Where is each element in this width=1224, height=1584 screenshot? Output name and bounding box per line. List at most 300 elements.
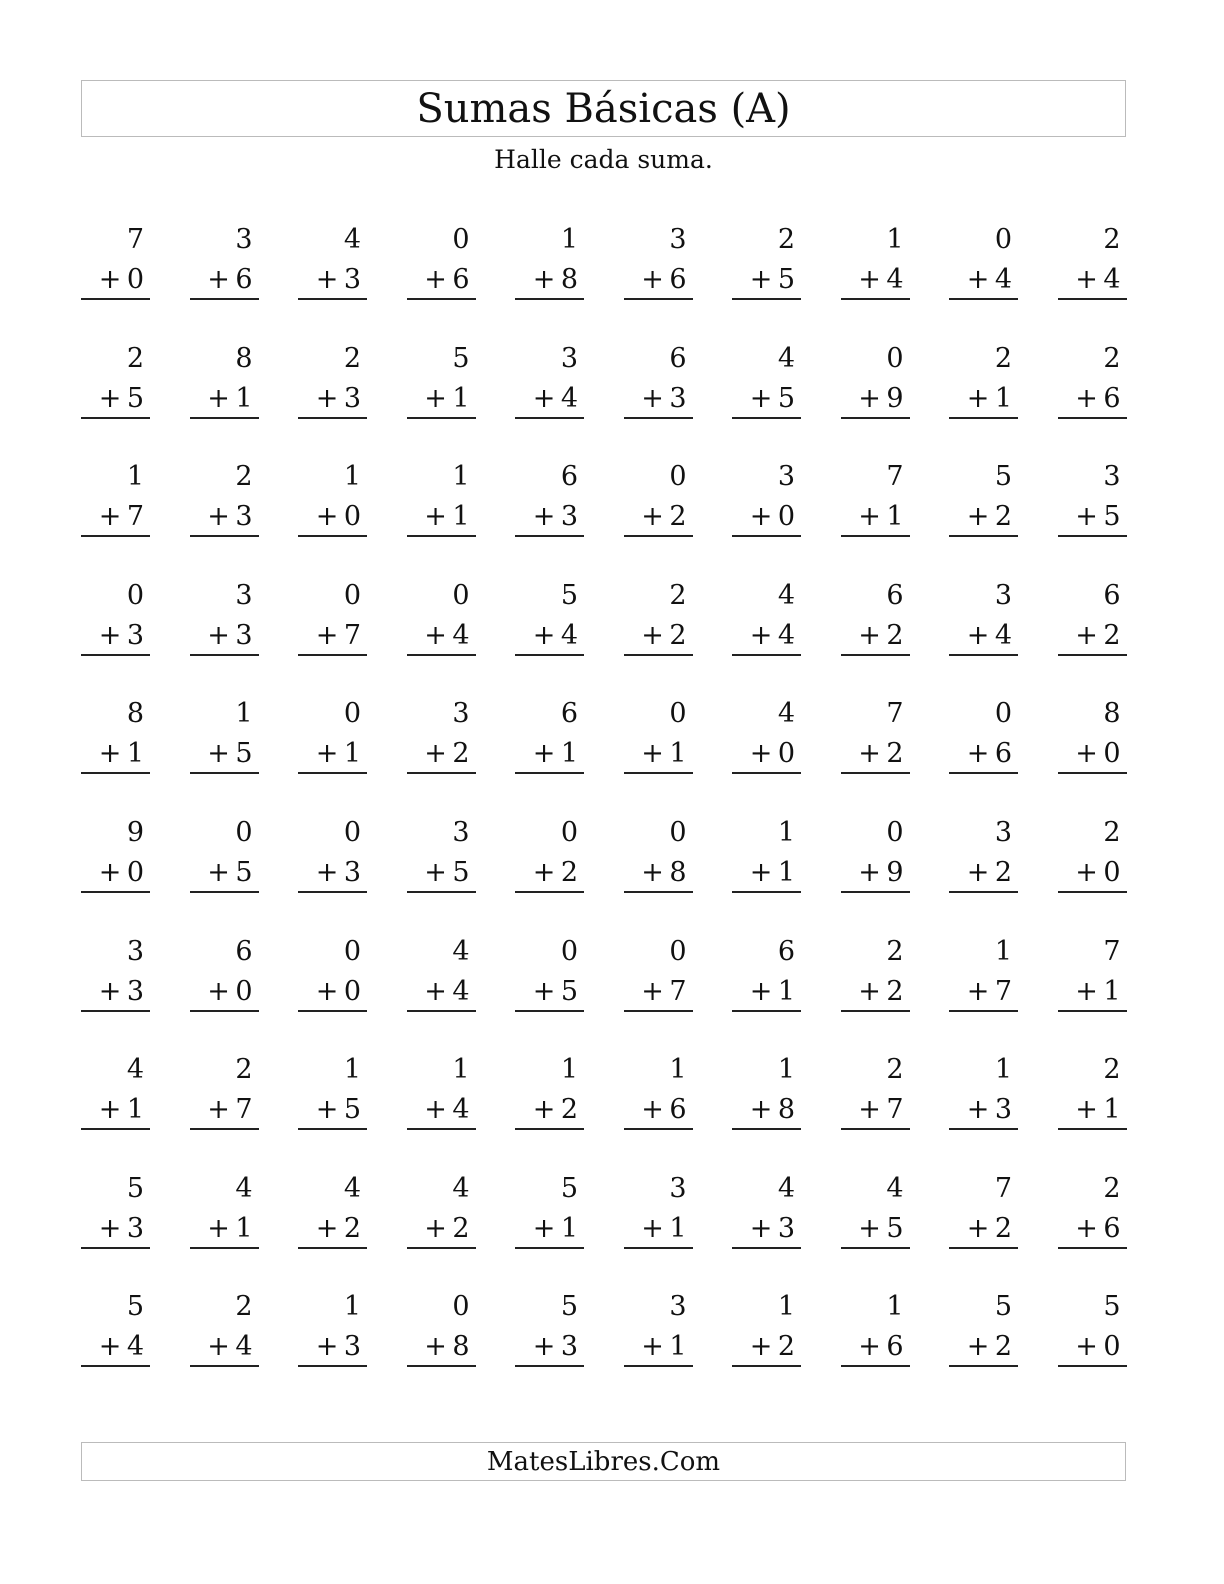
- addend-bottom-value: 1: [777, 857, 795, 888]
- addend-bottom: [298, 1209, 367, 1249]
- addition-problem: [732, 696, 801, 776]
- addend-top: 6: [560, 698, 578, 730]
- addend-bottom: [949, 379, 1018, 419]
- addition-problem: [841, 578, 910, 658]
- addend-bottom-value: 6: [1103, 1212, 1121, 1244]
- addend-bottom-value: 1: [994, 382, 1012, 414]
- addend-bottom-value: 0: [777, 738, 795, 770]
- addend-bottom-value: 8: [452, 1331, 470, 1363]
- plus-sign: +: [424, 738, 447, 770]
- addition-problem: [841, 1052, 910, 1132]
- addition-problem: [841, 934, 910, 1014]
- plus-sign: +: [641, 501, 664, 533]
- plus-sign: +: [532, 738, 556, 770]
- addend-bottom-value: 2: [994, 1331, 1012, 1363]
- addend-bottom-value: 3: [126, 1212, 144, 1244]
- addition-problem: [624, 459, 693, 539]
- addend-top: 0: [343, 935, 361, 967]
- addend-bottom: [949, 1327, 1018, 1367]
- addend-top: 4: [777, 698, 795, 730]
- plus-sign: +: [858, 1331, 881, 1363]
- addition-problem: [1058, 934, 1127, 1014]
- addend-bottom: [841, 734, 910, 774]
- addition-problem: [298, 934, 367, 1014]
- addend-top: 8: [126, 698, 144, 730]
- addend-bottom: [732, 379, 801, 419]
- addend-bottom: [190, 1327, 259, 1367]
- addend-bottom: [515, 1327, 584, 1367]
- addend-bottom-value: 2: [1103, 619, 1121, 651]
- addend-top: 0: [452, 224, 470, 255]
- addition-problem: [841, 341, 910, 421]
- plus-sign: +: [98, 738, 122, 770]
- addend-top: 2: [343, 342, 361, 374]
- addition-problem: [1058, 1052, 1127, 1132]
- addend-bottom-value: 1: [1103, 975, 1121, 1007]
- addition-problem: [732, 1171, 801, 1251]
- addend-bottom-value: 8: [560, 264, 578, 295]
- plus-sign: +: [966, 264, 990, 295]
- footer-text: MatesLibres.Com: [486, 1447, 721, 1477]
- addend-bottom-value: 6: [452, 264, 470, 295]
- addend-bottom-value: 2: [994, 501, 1012, 533]
- addition-problem: [624, 815, 693, 895]
- plus-sign: +: [749, 501, 773, 533]
- addend-bottom: [407, 734, 476, 774]
- addend-bottom: [81, 1327, 150, 1367]
- addend-bottom-value: 2: [886, 619, 904, 651]
- plus-sign: +: [749, 975, 773, 1007]
- plus-sign: +: [207, 857, 230, 888]
- addend-bottom-value: 0: [1103, 857, 1121, 888]
- addition-problem: [81, 341, 150, 421]
- addition-problem: [1058, 815, 1127, 895]
- addend-bottom: [1058, 1209, 1127, 1249]
- addition-problem: [298, 459, 367, 539]
- addend-top: 1: [777, 817, 795, 848]
- addend-top: 1: [560, 224, 578, 255]
- addend-bottom-value: 6: [669, 1094, 687, 1126]
- addend-top: 3: [560, 342, 578, 374]
- plus-sign: +: [207, 619, 230, 651]
- addend-top: 7: [886, 461, 904, 493]
- addend-top: 3: [235, 579, 253, 611]
- addend-bottom-value: 5: [235, 738, 253, 770]
- addend-bottom: [407, 972, 476, 1012]
- addend-top: 1: [452, 1054, 470, 1086]
- addend-bottom-value: 5: [126, 382, 144, 414]
- plus-sign: +: [315, 1212, 339, 1244]
- addition-problem: [949, 815, 1018, 895]
- addition-problem: [81, 696, 150, 776]
- addend-top: 3: [669, 1172, 687, 1204]
- plus-sign: +: [641, 857, 664, 888]
- addend-bottom: [949, 616, 1018, 656]
- plus-sign: +: [424, 619, 447, 651]
- addend-top: 3: [669, 1291, 687, 1323]
- addend-bottom: [298, 616, 367, 656]
- addend-top: 5: [560, 1172, 578, 1204]
- addend-top: 6: [777, 935, 795, 967]
- addend-bottom-value: 1: [777, 975, 795, 1007]
- addition-problem: [407, 1289, 476, 1369]
- addend-top: 2: [994, 342, 1012, 374]
- problem-grid: [81, 222, 1126, 1372]
- addend-bottom-value: 3: [343, 857, 361, 888]
- addend-bottom: [732, 616, 801, 656]
- addend-bottom: [515, 1090, 584, 1130]
- addend-bottom-value: 3: [343, 382, 361, 414]
- plus-sign: +: [424, 264, 447, 295]
- addend-bottom-value: 0: [235, 975, 253, 1007]
- plus-sign: +: [1075, 501, 1098, 533]
- addend-bottom-value: 5: [886, 1212, 904, 1244]
- addend-top: 2: [1103, 1172, 1121, 1204]
- addend-bottom: [732, 260, 801, 300]
- plus-sign: +: [532, 857, 556, 888]
- addend-top: 3: [669, 224, 687, 255]
- addend-top: 1: [452, 461, 470, 493]
- plus-sign: +: [424, 857, 447, 888]
- addend-bottom: [298, 1327, 367, 1367]
- plus-sign: +: [532, 619, 556, 651]
- plus-sign: +: [207, 975, 230, 1007]
- addend-top: 1: [886, 224, 904, 255]
- addend-bottom-value: 1: [235, 1212, 253, 1244]
- addend-top: 1: [343, 1291, 361, 1323]
- addition-problem: [1058, 341, 1127, 421]
- addend-bottom: [81, 616, 150, 656]
- addition-problem: [732, 815, 801, 895]
- addend-top: 8: [1103, 698, 1121, 730]
- addend-bottom-value: 2: [994, 1212, 1012, 1244]
- addend-bottom-value: 0: [126, 264, 144, 295]
- plus-sign: +: [641, 738, 664, 770]
- addend-top: 0: [669, 817, 687, 848]
- addend-top: 5: [994, 461, 1012, 493]
- addend-top: 1: [994, 1054, 1012, 1086]
- addition-problem: [949, 222, 1018, 302]
- addend-bottom-value: 2: [452, 738, 470, 770]
- plus-sign: +: [98, 1212, 122, 1244]
- addend-top: 6: [886, 579, 904, 611]
- addend-top: 5: [452, 342, 470, 374]
- addend-bottom: [841, 1209, 910, 1249]
- addend-bottom: [841, 972, 910, 1012]
- plus-sign: +: [641, 975, 664, 1007]
- addition-problem: [190, 1052, 259, 1132]
- addend-top: 3: [994, 817, 1012, 848]
- addend-top: 0: [886, 817, 904, 848]
- plus-sign: +: [532, 264, 556, 295]
- addition-problem: [190, 1171, 259, 1251]
- addend-bottom: [732, 1327, 801, 1367]
- addition-problem: [298, 696, 367, 776]
- plus-sign: +: [749, 738, 773, 770]
- addend-bottom-value: 2: [886, 738, 904, 770]
- addend-top: 0: [126, 579, 144, 611]
- plus-sign: +: [1075, 857, 1098, 888]
- addition-problem: [624, 934, 693, 1014]
- addend-bottom: [732, 1209, 801, 1249]
- addend-top: 4: [343, 224, 361, 255]
- addend-top: 2: [669, 579, 687, 611]
- plus-sign: +: [315, 619, 339, 651]
- addition-problem: [624, 1289, 693, 1369]
- plus-sign: +: [966, 1212, 990, 1244]
- addend-top: 0: [669, 935, 687, 967]
- addition-problem: [624, 1052, 693, 1132]
- addend-top: 0: [669, 461, 687, 493]
- addition-problem: [732, 578, 801, 658]
- addend-bottom-value: 2: [560, 857, 578, 888]
- addend-bottom: [81, 379, 150, 419]
- addend-top: 4: [886, 1172, 904, 1204]
- addend-bottom-value: 5: [777, 264, 795, 295]
- addend-bottom: [515, 1209, 584, 1249]
- addend-bottom: [1058, 734, 1127, 774]
- addend-top: 6: [669, 342, 687, 374]
- addend-top: 1: [343, 461, 361, 493]
- addend-top: 2: [235, 1291, 253, 1323]
- addition-problem: [1058, 578, 1127, 658]
- addend-bottom: [407, 616, 476, 656]
- addition-problem: [407, 1052, 476, 1132]
- addend-bottom: [841, 379, 910, 419]
- addend-top: 0: [560, 935, 578, 967]
- addition-problem: [841, 222, 910, 302]
- addend-bottom-value: 2: [886, 975, 904, 1007]
- addend-bottom: [841, 497, 910, 537]
- plus-sign: +: [424, 975, 447, 1007]
- addition-problem: [841, 696, 910, 776]
- addition-problem: [515, 578, 584, 658]
- plus-sign: +: [98, 382, 122, 414]
- addend-top: 9: [126, 817, 144, 848]
- plus-sign: +: [1075, 1212, 1098, 1244]
- addition-problem: [949, 578, 1018, 658]
- addend-bottom-value: 6: [994, 738, 1012, 770]
- addend-bottom-value: 1: [560, 738, 578, 770]
- addend-top: 1: [343, 1054, 361, 1086]
- addition-problem: [949, 1052, 1018, 1132]
- addition-problem: [190, 934, 259, 1014]
- addend-bottom: [190, 497, 259, 537]
- addition-problem: [732, 1052, 801, 1132]
- addend-top: 1: [126, 461, 144, 493]
- addend-bottom-value: 3: [343, 264, 361, 295]
- plus-sign: +: [207, 1212, 230, 1244]
- addition-problem: [1058, 1289, 1127, 1369]
- addition-problem: [1058, 1171, 1127, 1251]
- addend-bottom-value: 2: [777, 1331, 795, 1363]
- plus-sign: +: [315, 501, 339, 533]
- addend-bottom: [298, 379, 367, 419]
- addend-bottom-value: 9: [886, 382, 904, 414]
- addend-bottom: [624, 1209, 693, 1249]
- addend-top: 0: [343, 817, 361, 848]
- addend-bottom: [81, 497, 150, 537]
- addition-problem: [624, 222, 693, 302]
- addend-top: 4: [235, 1172, 253, 1204]
- addend-bottom-value: 7: [343, 619, 361, 651]
- addition-problem: [81, 1289, 150, 1369]
- addition-problem: [949, 459, 1018, 539]
- addend-top: 1: [669, 1054, 687, 1086]
- plus-sign: +: [858, 501, 881, 533]
- addend-bottom-value: 7: [669, 975, 687, 1007]
- addition-problem: [732, 222, 801, 302]
- addend-top: 3: [777, 461, 795, 493]
- addend-bottom-value: 0: [777, 501, 795, 533]
- addition-problem: [732, 1289, 801, 1369]
- addend-bottom-value: 7: [126, 501, 144, 533]
- addend-top: 0: [452, 579, 470, 611]
- addend-bottom-value: 3: [235, 619, 253, 651]
- worksheet-instructions: Halle cada suma.: [494, 145, 713, 174]
- addend-bottom: [515, 497, 584, 537]
- addend-top: 2: [235, 461, 253, 493]
- addition-problem: [515, 1052, 584, 1132]
- addend-bottom-value: 1: [669, 1331, 687, 1363]
- addend-bottom-value: 4: [452, 619, 470, 651]
- addend-bottom: [841, 1090, 910, 1130]
- addition-problem: [298, 1171, 367, 1251]
- addend-bottom: [1058, 497, 1127, 537]
- addend-bottom: [407, 260, 476, 300]
- addition-problem: [407, 578, 476, 658]
- worksheet-title: Sumas Básicas (A): [416, 86, 791, 132]
- addend-bottom: [81, 972, 150, 1012]
- plus-sign: +: [315, 738, 339, 770]
- plus-sign: +: [749, 857, 773, 888]
- addend-bottom-value: 0: [126, 857, 144, 888]
- addition-problem: [81, 1052, 150, 1132]
- addend-bottom-value: 4: [560, 619, 578, 651]
- addend-bottom-value: 6: [1103, 382, 1121, 414]
- addend-bottom-value: 5: [1103, 501, 1121, 533]
- plus-sign: +: [1075, 738, 1098, 770]
- plus-sign: +: [207, 1331, 230, 1363]
- addend-bottom-value: 2: [343, 1212, 361, 1244]
- addition-problem: [515, 815, 584, 895]
- addition-problem: [298, 341, 367, 421]
- addend-top: 2: [1103, 1054, 1121, 1086]
- plus-sign: +: [315, 264, 339, 295]
- addend-bottom: [515, 853, 584, 893]
- addend-bottom-value: 9: [886, 857, 904, 888]
- addend-bottom-value: 6: [886, 1331, 904, 1363]
- addend-bottom: [407, 497, 476, 537]
- addend-top: 1: [777, 1291, 795, 1323]
- addend-top: 4: [452, 1172, 470, 1204]
- addend-top: 5: [1103, 1291, 1121, 1323]
- addend-bottom: [190, 1090, 259, 1130]
- addend-bottom-value: 1: [452, 501, 470, 533]
- addend-top: 2: [1103, 817, 1121, 848]
- plus-sign: +: [858, 738, 881, 770]
- addend-bottom-value: 0: [343, 975, 361, 1007]
- addend-bottom-value: 2: [560, 1094, 578, 1126]
- addend-bottom: [841, 260, 910, 300]
- addition-problem: [407, 341, 476, 421]
- addend-bottom: [732, 972, 801, 1012]
- addend-bottom: [1058, 379, 1127, 419]
- plus-sign: +: [749, 1331, 773, 1363]
- addend-bottom: [190, 616, 259, 656]
- addend-bottom: [624, 853, 693, 893]
- plus-sign: +: [207, 738, 230, 770]
- addend-top: 0: [343, 698, 361, 730]
- addend-top: 5: [560, 579, 578, 611]
- addition-problem: [81, 222, 150, 302]
- addend-bottom: [81, 1209, 150, 1249]
- addition-problem: [1058, 696, 1127, 776]
- addend-top: 8: [235, 342, 253, 374]
- addend-bottom: [298, 853, 367, 893]
- addition-problem: [298, 1289, 367, 1369]
- addend-top: 0: [343, 579, 361, 611]
- addend-bottom: [1058, 972, 1127, 1012]
- plus-sign: +: [641, 619, 664, 651]
- addend-top: 7: [994, 1172, 1012, 1204]
- addend-bottom: [732, 1090, 801, 1130]
- addend-top: 6: [560, 461, 578, 493]
- addition-problem: [624, 1171, 693, 1251]
- addend-top: 1: [994, 935, 1012, 967]
- addition-problem: [81, 934, 150, 1014]
- plus-sign: +: [424, 382, 447, 414]
- addend-bottom: [949, 1209, 1018, 1249]
- addend-bottom: [515, 734, 584, 774]
- addend-bottom-value: 4: [994, 619, 1012, 651]
- addend-bottom-value: 5: [343, 1094, 361, 1126]
- plus-sign: +: [532, 975, 556, 1007]
- addition-problem: [81, 815, 150, 895]
- addend-bottom: [1058, 1090, 1127, 1130]
- addition-problem: [1058, 222, 1127, 302]
- addend-top: 0: [452, 1291, 470, 1323]
- plus-sign: +: [966, 1094, 990, 1126]
- addend-bottom-value: 4: [994, 264, 1012, 295]
- addition-problem: [190, 578, 259, 658]
- addition-problem: [407, 222, 476, 302]
- plus-sign: +: [98, 1094, 122, 1126]
- addition-problem: [732, 934, 801, 1014]
- plus-sign: +: [749, 1094, 773, 1126]
- plus-sign: +: [858, 1094, 881, 1126]
- addend-top: 4: [777, 342, 795, 374]
- addition-problem: [81, 459, 150, 539]
- addition-problem: [515, 696, 584, 776]
- addend-bottom-value: 1: [886, 501, 904, 533]
- plus-sign: +: [966, 501, 990, 533]
- addend-bottom-value: 2: [994, 857, 1012, 888]
- plus-sign: +: [966, 975, 990, 1007]
- addend-bottom: [949, 497, 1018, 537]
- addition-problem: [949, 1289, 1018, 1369]
- addition-problem: [190, 222, 259, 302]
- addend-bottom-value: 8: [669, 857, 687, 888]
- addition-problem: [841, 815, 910, 895]
- plus-sign: +: [641, 1212, 664, 1244]
- plus-sign: +: [98, 1331, 122, 1363]
- plus-sign: +: [1075, 619, 1098, 651]
- addend-bottom-value: 1: [1103, 1094, 1121, 1126]
- addition-problem: [81, 1171, 150, 1251]
- addend-top: 2: [1103, 224, 1121, 255]
- addend-bottom: [624, 972, 693, 1012]
